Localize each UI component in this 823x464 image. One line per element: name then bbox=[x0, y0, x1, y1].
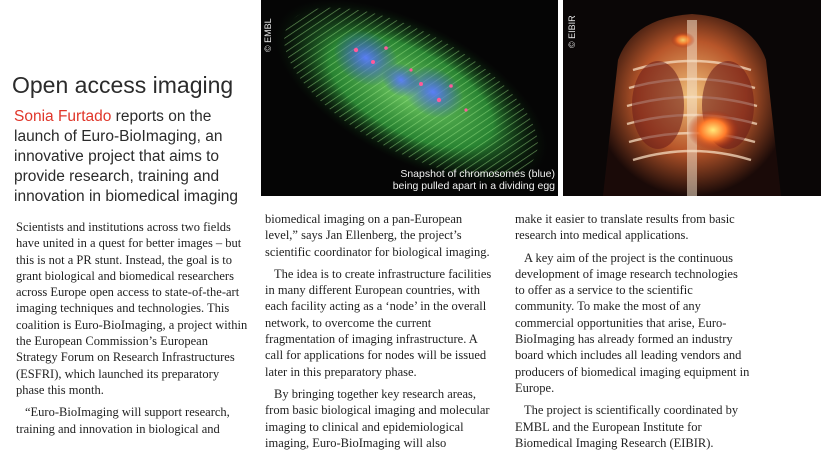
author-name: Sonia Furtado bbox=[14, 108, 112, 125]
column-3 bbox=[515, 211, 750, 457]
paragraph: A key aim of the project is the continuous development of image research technologies to offer as a service to the scientific community. To make the most of any commercial opportunities that arise, Euro-BioImaging has already formed an industry board which includes all leading vendors and producers of biomedical imaging equipment in Europe. bbox=[515, 250, 750, 395]
image-credit: © EMBL bbox=[263, 18, 273, 52]
chromosome-image bbox=[261, 0, 558, 196]
paragraph: Scientists and institutions across two fields have united in a quest for better images – but this is not a PR stunt. Instead, the goal is to grant biological and biomedical researchers across Europe open access to state-of-the-art imaging techniques and technologies. This coalition is Euro-BioImaging, a project within the European Commission’s European Strategy Forum on Research Infrastructures (ESFRI), which launched its preparatory phase this month. bbox=[16, 220, 248, 397]
paragraph: By bringing together key research areas, from basic biological imaging and molecular imaging to clinical and epidemiological imaging, Euro-BioImaging will also bbox=[265, 386, 490, 450]
paragraph: The project is scientifically coordinated by EMBL and the European Institute for Biomedical Imaging Research (EIBIR). bbox=[515, 403, 739, 450]
caption-line-1: Snapshot of chromosomes (blue) bbox=[400, 168, 555, 180]
column-2 bbox=[265, 211, 497, 457]
torso-scan bbox=[563, 0, 821, 196]
paragraph: The idea is to create infrastructure facilities in many different European countries, with each facility acting as a ‘node’ in the overall network, to overcome the current fragmentation of imaging infrastructure. A call for applications for nodes will be issued later in this preparatory phase. bbox=[265, 266, 492, 379]
caption-line-2: being pulled apart in a dividing egg bbox=[392, 180, 555, 192]
chromosome-micrograph bbox=[261, 0, 558, 196]
column-1 bbox=[16, 219, 249, 443]
image-credit: © EIBIR bbox=[567, 15, 577, 48]
paragraph: “Euro-BioImaging will support research, training and innovation in biological and bbox=[16, 405, 230, 436]
standfirst-text: reports on the launch of Euro-BioImaging, an innovative project that aims to provide research, training and innovation in biomedical imaging bbox=[14, 108, 239, 205]
figure-caption bbox=[393, 168, 555, 192]
paragraph: biomedical imaging on a pan-European level,” says Jan Ellenberg, the project’s scientific coordinator for biological imaging. bbox=[265, 212, 490, 259]
standfirst bbox=[14, 107, 249, 207]
body-scan-image bbox=[563, 0, 821, 196]
article-title: Open access imaging bbox=[12, 72, 234, 98]
paragraph: make it easier to translate results from basic research into medical applications. bbox=[515, 212, 735, 243]
